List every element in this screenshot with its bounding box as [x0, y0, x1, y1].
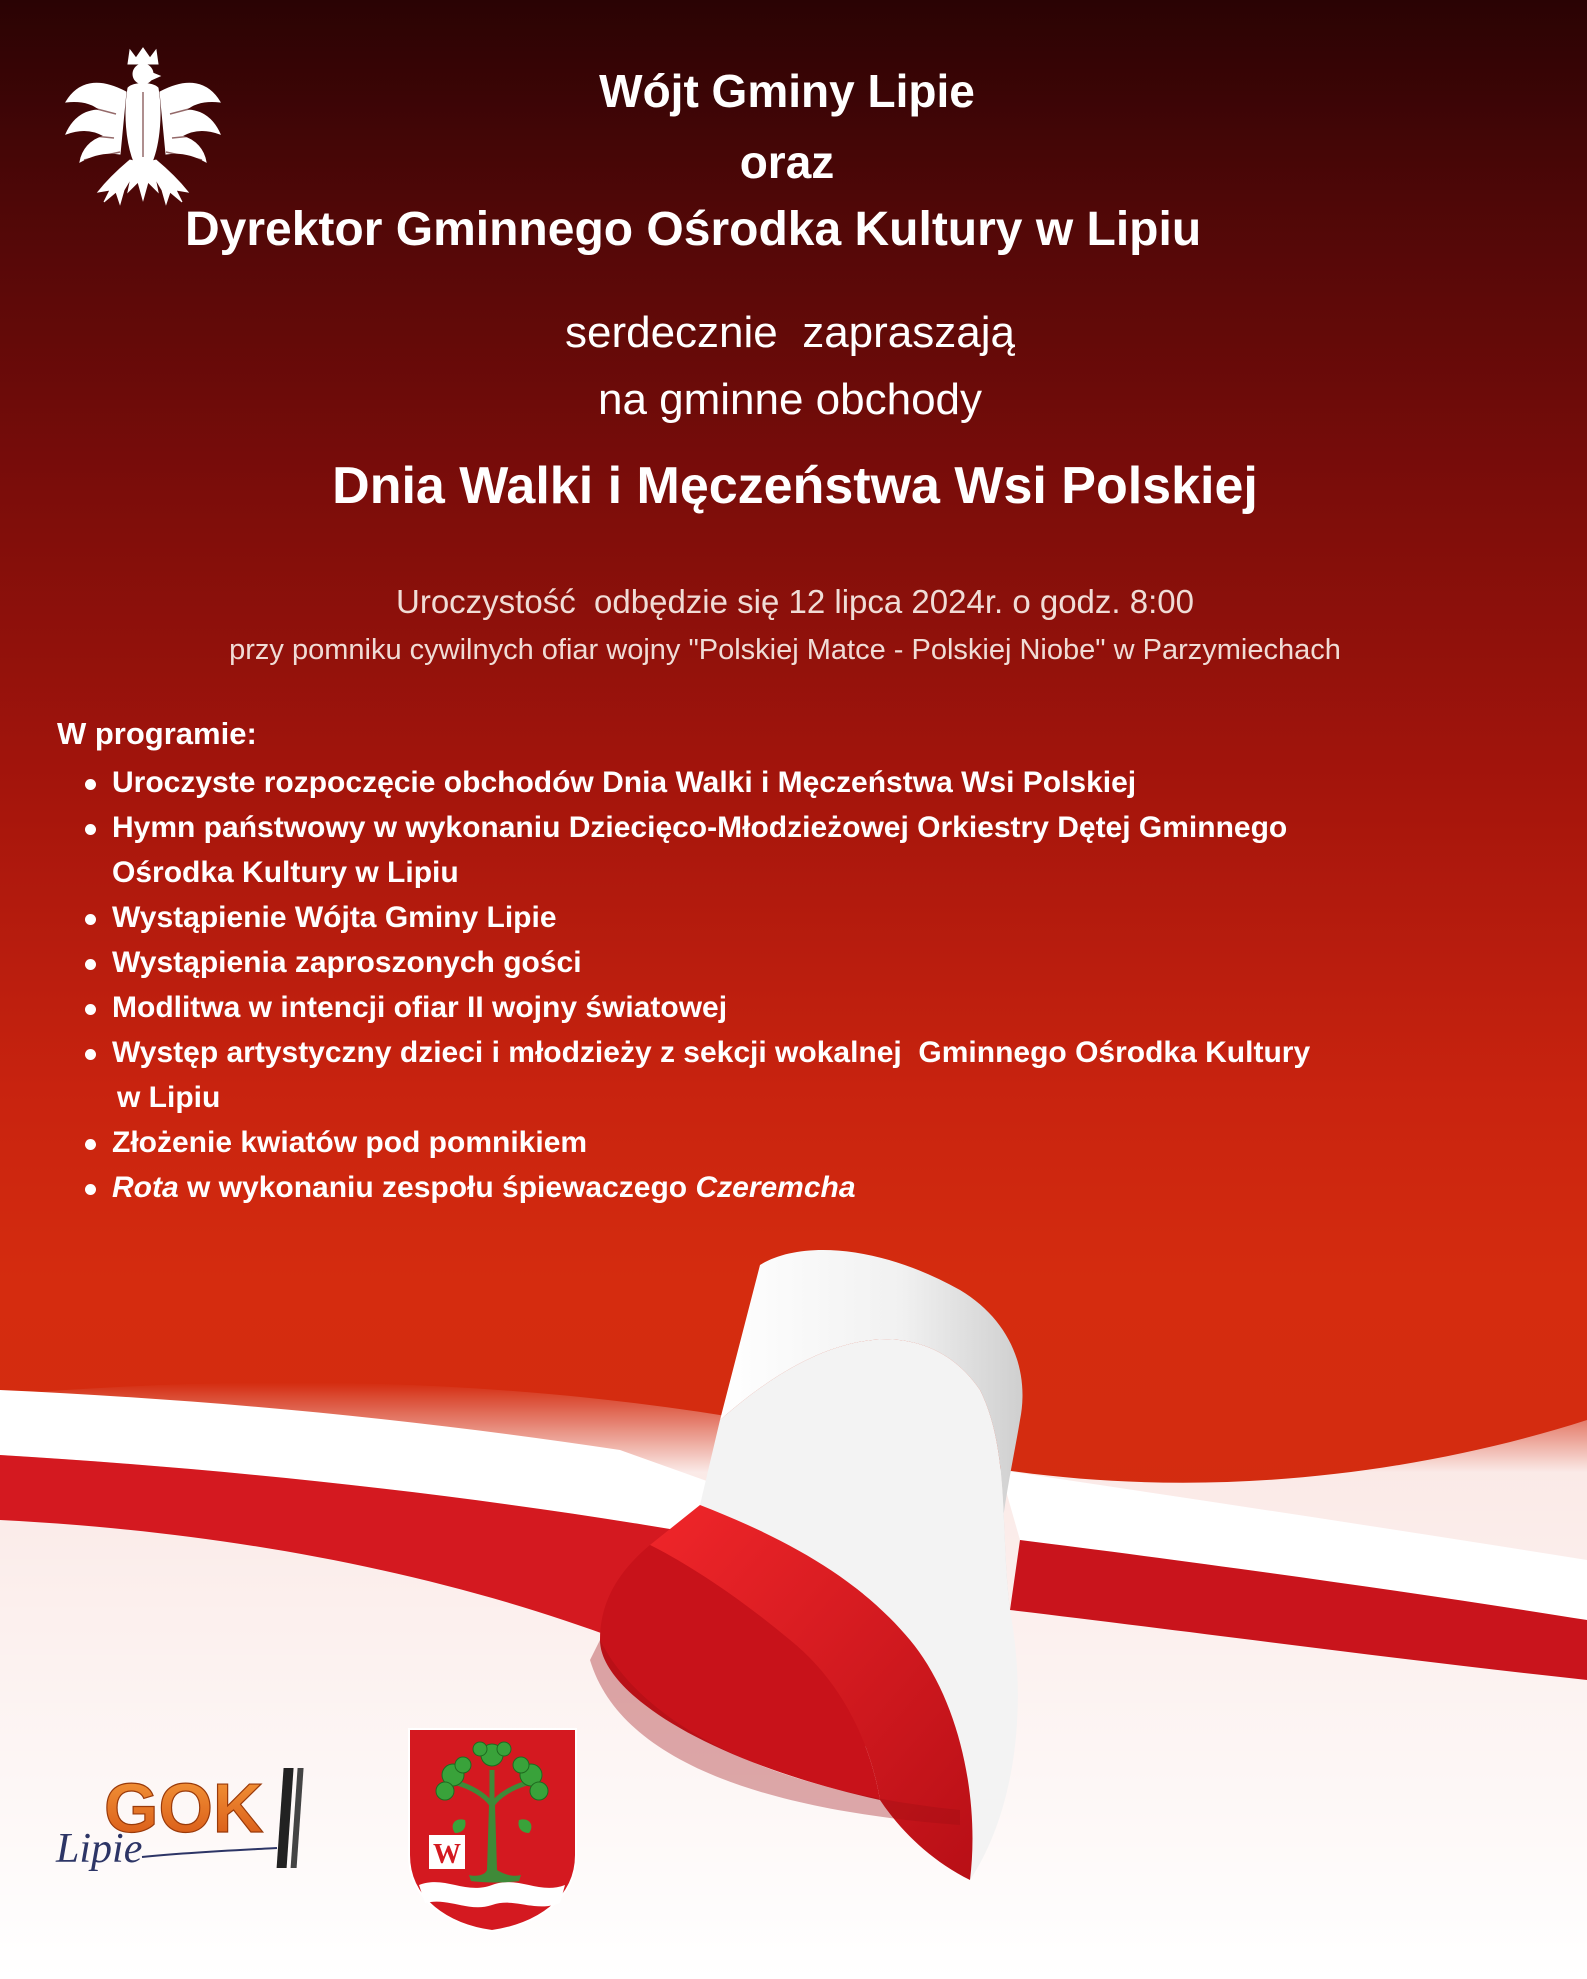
header-line-mayor: Wójt Gminy Lipie — [599, 65, 975, 117]
program-item-text: Modlitwa w intencji ofiar II wojny światowej — [112, 991, 728, 1024]
event-place-line: przy pomniku cywilnych ofiar wojny "Polskiej Matce - Polskiej Niobe" w Parzymiechach — [229, 634, 1341, 666]
program-item-text: Wystąpienia zaproszonych gości — [112, 946, 582, 979]
header-line-director: Dyrektor Gminnego Ośrodka Kultury w Lipiu — [185, 203, 1202, 256]
bullet-icon — [85, 1184, 96, 1195]
gok-logo-subtext: Lipie — [56, 1826, 143, 1872]
bullet-icon — [85, 914, 96, 925]
program-item-text: w wykonaniu zespołu śpiewaczego — [178, 1171, 696, 1204]
program-item — [57, 1120, 1497, 1165]
program-item — [57, 985, 1497, 1030]
header-line-and: oraz — [739, 136, 835, 188]
event-title: Dnia Walki i Męczeństwa Wsi Polskiej — [332, 457, 1258, 515]
program-item-text: w Lipiu — [117, 1081, 221, 1114]
program-item-italic: Czeremcha — [695, 1171, 856, 1204]
bullet-icon — [85, 1139, 96, 1150]
invitation-line-1: serdecznie zapraszają — [564, 308, 1015, 357]
invitation-line-2: na gminne obchody — [597, 375, 983, 424]
program-item-text: Wystąpienie Wójta Gminy Lipie — [112, 901, 557, 934]
program-item — [57, 760, 1497, 805]
program-item — [57, 895, 1497, 940]
crest-letter: W — [433, 1839, 461, 1870]
bullet-icon — [85, 959, 96, 970]
gok-lipie-logo — [52, 1762, 332, 1872]
program-item-text: Występ artystyczny dzieci i młodzieży z sekcji wokalnej Gminnego Ośrodka Kultury — [112, 1036, 1311, 1069]
program-item-text: Hymn państwowy w wykonaniu Dziecięco-Młodzieżowej Orkiestry Dętej Gminnego — [112, 811, 1288, 844]
program-item-text: Ośrodka Kultury w Lipiu — [112, 856, 459, 889]
lipie-coat-of-arms — [405, 1725, 580, 1935]
program-item-text: Uroczyste rozpoczęcie obchodów Dnia Walki i Męczeństwa Wsi Polskiej — [112, 766, 1137, 799]
program-heading: W programie: — [57, 716, 257, 751]
program-item — [57, 1030, 1497, 1075]
program-item-continuation — [57, 1075, 1497, 1120]
bullet-icon — [85, 824, 96, 835]
gok-logo-text: GOK — [104, 1769, 264, 1847]
program-item — [57, 1165, 1497, 1210]
program-item — [57, 805, 1497, 850]
program-item-italic: Rota — [112, 1171, 179, 1204]
event-date-line: Uroczystość odbędzie się 12 lipca 2024r. o godz. 8:00 — [396, 583, 1194, 620]
program-item-text: Złożenie kwiatów pod pomnikiem — [112, 1126, 588, 1159]
program-item — [57, 940, 1497, 985]
bullet-icon — [85, 1004, 96, 1015]
bullet-icon — [85, 779, 96, 790]
bullet-icon — [85, 1049, 96, 1060]
program-list — [57, 760, 1497, 1210]
program-item-continuation — [57, 850, 1497, 895]
